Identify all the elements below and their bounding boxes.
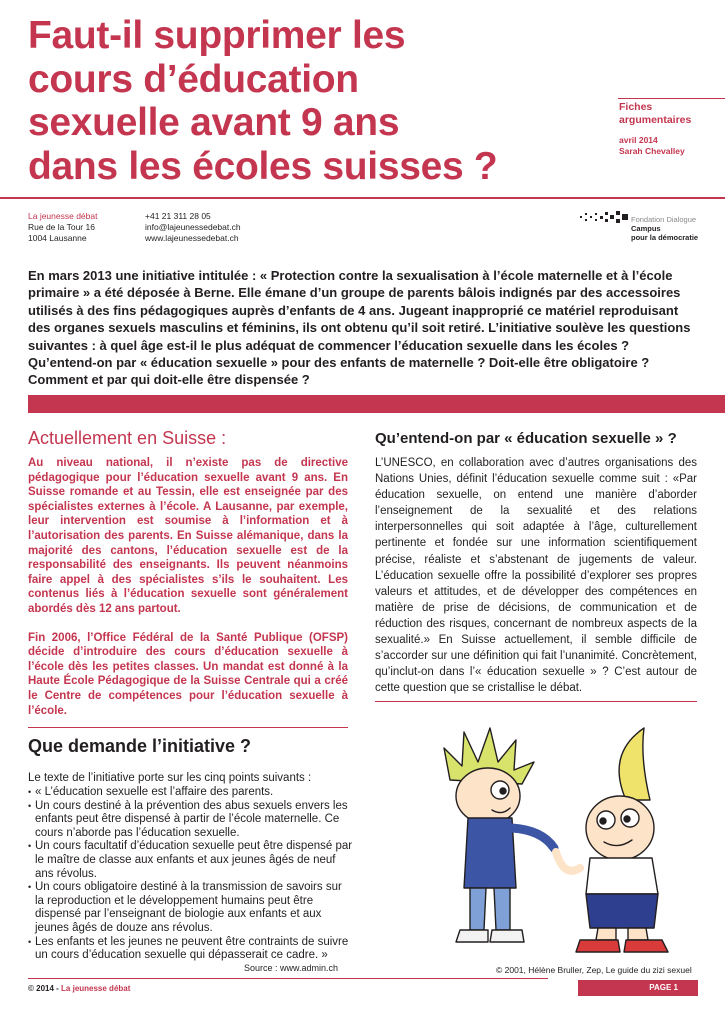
author-name: Sarah Chevalley	[619, 146, 685, 156]
series-divider	[618, 98, 725, 99]
email-link[interactable]: info@lajeunessedebat.ch	[145, 222, 241, 232]
title-line: dans les écoles suisses ?	[28, 144, 498, 188]
list-item: • Un cours obligatoire destiné à la transmission de savoirs sur la reproduction et le développement humains peut être dispensé par l’enseignant de biologie aux enfants et aux jeunes âgés de douze ans révolus.	[28, 881, 353, 935]
city: 1004 Lausanne	[28, 233, 87, 243]
section-heading-initiative: Que demande l’initiative ?	[28, 736, 252, 756]
list-item: • Un cours destiné à la prévention des abus sexuels envers les enfants peut être dispensé à partir de l’école maternelle. Ce cours n’aborde pas l’éducation sexuelle.	[28, 800, 353, 841]
list-item: • Les enfants et les jeunes ne peuvent être contraints de suivre un cours d’éducation sexuelle qui dépasserait ce cadre. »	[28, 936, 353, 963]
intro-paragraph: En mars 2013 une initiative intitulée : « Protection contre la sexualisation à l’école maternelle et à l’école primaire » a été déposée à Berne. Elle émane d’un groupe de parents bâlois indignés par des accessoires utilisés à des fins pédagogiques auprès d’enfants de 4 ans. Jugeant inapproprié ce matériel reproduisant des organes sexuels masculins et féminins, ils ont obtenu qu’il soit retiré. L’initiative soulève les questions suivantes : à quel âge est-il le plus adéquat de commencer l’éducation sexuelle dans les écoles ? Qu’entend-on par « éducation sexuelle » pour des enfants de maternelle ? Doit-elle être obligatoire ? Comment et par qui doit-elle être dispensée ?	[28, 268, 691, 388]
organization-name: La jeunesse débat	[28, 211, 98, 221]
series-label	[619, 101, 691, 126]
illustration-credit: © 2001, Hélène Bruller, Zep, Le guide du zizi sexuel	[496, 965, 692, 975]
list-item: • « L’éducation sexuelle est l’affaire des parents.	[28, 786, 353, 800]
foundation-line: pour la démocratie	[631, 233, 699, 243]
section-band	[28, 395, 725, 413]
suisse-paragraph: Au niveau national, il n’existe pas de directive pédagogique pour l’éducation sexuelle avant 9 ans. En Suisse romande et au Tessin, elle est enseignée par des spécialistes externes à l’école. A Lausanne, par exemple, leur intervention est soumise à l’information et à l’autorisation des parents. En Suisse alémanique, dans la majorité des cantons, l’éducation sexuelle est de la responsabilité des enseignants. Ils peuvent néanmoins faire appel à des spécialistes s’ils le souhaitent. Les contenus liés à l’éducation sexuelle sont généralement abordés dès 12 ans partout.	[28, 457, 348, 615]
column-divider	[28, 727, 348, 728]
footer	[28, 984, 130, 994]
publication-meta	[619, 135, 685, 157]
copyright: © 2014 -	[28, 984, 62, 993]
address-block	[28, 211, 97, 244]
foundation-logo-icon	[578, 210, 630, 226]
footer-divider	[28, 978, 548, 979]
column-divider	[375, 701, 697, 702]
phone: +41 21 311 28 05	[145, 211, 211, 221]
suisse-paragraph: Fin 2006, l’Office Fédéral de la Santé Publique (OFSP) décide d’introduire des cours d’éducation sexuelle à l’école dès les petites classes. Un mandat est donné à la Haute École Pédagogique de la Suisse Centrale qui a créé le Centre de compétences pour l’éducation sexuelle à l’école.	[28, 631, 348, 717]
publication-date: avril 2014	[619, 135, 658, 145]
contact-block	[145, 211, 241, 244]
foundation-line: Campus	[631, 224, 661, 234]
page-number: PAGE 1	[578, 980, 698, 996]
source-note: Source : www.admin.ch	[244, 963, 339, 973]
header-divider	[0, 197, 725, 199]
title-line: cours d’éducation	[28, 57, 359, 101]
title-line: Faut-il supprimer les	[28, 14, 406, 57]
cartoon-illustration	[430, 718, 690, 958]
initiative-intro: Le texte de l’initiative porte sur les cinq points suivants :	[28, 772, 312, 784]
website-link[interactable]: www.lajeunessedebat.ch	[145, 233, 239, 243]
footer-org: La jeunesse débat	[61, 984, 131, 993]
street: Rue de la Tour 16	[28, 222, 95, 232]
list-item: • Un cours facultatif d’éducation sexuelle peut être dispensé par le maître de classe aux enfants et aux jeunes âgés de neuf ans révolus.	[28, 840, 353, 881]
title-line: sexuelle avant 9 ans	[28, 101, 400, 144]
initiative-points	[28, 786, 353, 963]
education-text: L’UNESCO, en collaboration avec d’autres organisations des Nations Unies, définit l’éducation sexuelle comme suit : «Par éducation sexuelle, on entend une manière d’aborder l’enseignement de la sexualité et des relations interpersonnelles qui soit adaptée à l’âge, culturellement pertinente et fondée sur une information scientifiquement précise, réaliste et s’abstenant de jugements de valeur. L’éducation sexuelle offre la possibilité d’explorer ses propres valeurs et attitudes, et de développer des compétences en matière de prise de décisions, de communication et de réduction des risques, concernant de nombreux aspects de la sexualité.» En Suisse actuellement, il semble difficile de s’accorder sur une définition qui fait l’unanimité. Concrètement, qu’inclut-on dans l’« éducation sexuelle » ? C’est autour de cette question que se cristallise le débat.	[375, 457, 697, 695]
suisse-text	[28, 456, 348, 718]
foundation-line: Fondation Dialogue	[631, 215, 697, 224]
series-line: argumentaires	[619, 113, 692, 126]
page-title	[28, 14, 588, 188]
section-heading-education: Qu’entend-on par « éducation sexuelle » ?	[375, 430, 677, 447]
series-line: Fiches	[619, 101, 653, 113]
foundation-name	[631, 215, 698, 243]
section-heading-suisse: Actuellement en Suisse :	[28, 428, 227, 448]
